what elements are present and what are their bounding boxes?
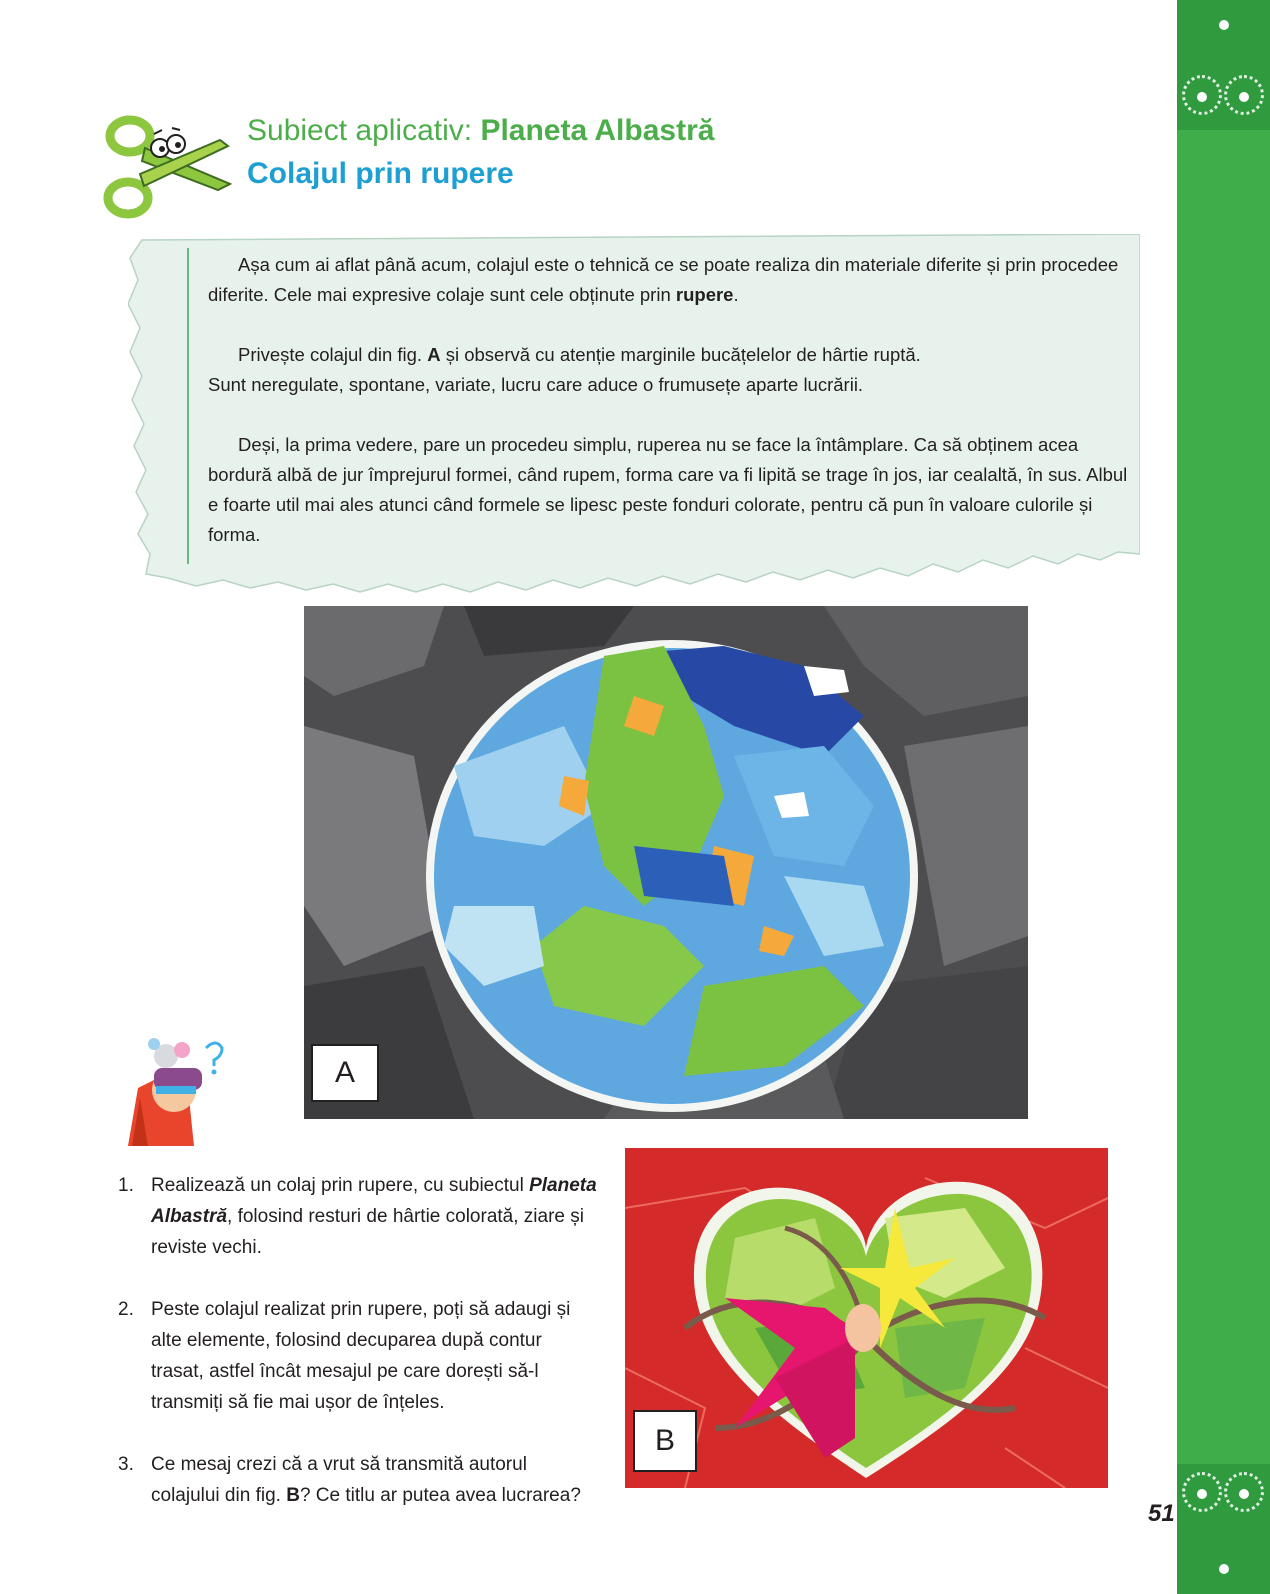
p3-text: Deși, la prima vedere, pare un procedeu simplu, ruperea nu se face la întâmplare. Ca să obținem acea bordură albă de jur împrejurul formei, când rupem, forma care va fi lipită se trage în jos, iar cealaltă, în sus. Albul e foarte util mai ales atunci când formele se lipesc peste fonduri colorate, pentru că pun în valoare culorile și forma. (208, 434, 1128, 545)
task-text: Peste colajul realizat prin rupere, poți să adaugi și alte elemente, folosind decuparea după contur trasat, astfel încât mesajul pe care dorești să-l transmiți să fie mai ușor de înțeles. (151, 1299, 571, 1413)
figure-b-label: B (633, 1410, 697, 1472)
strip-ring (1224, 75, 1264, 115)
task-list (118, 1170, 598, 1542)
task-item (118, 1449, 598, 1511)
strip-dot (1219, 20, 1229, 30)
strip-ring (1182, 75, 1222, 115)
info-paragraph-3 (208, 430, 1128, 550)
planet-collage-image (304, 606, 1028, 1119)
p2-text-a: Privește colajul din fig. (238, 344, 428, 365)
p2-text-c: Sunt neregulate, spontane, variate, lucru care aduce o frumusețe aparte lucrării. (208, 374, 864, 395)
task-item (118, 1294, 598, 1418)
subtitle-label: Subiect aplicativ: (247, 114, 481, 147)
side-strip-top-pattern (1177, 0, 1270, 130)
p2-text-b: și observă cu atenție marginile bucățelelor de hârtie ruptă. (440, 344, 921, 365)
task-text: Ce mesaj crezi că a vrut să transmită autorul colajului din fig. (151, 1454, 527, 1506)
page-number: 51 (1148, 1500, 1175, 1527)
task-emphasis: Planeta Albastră (151, 1175, 597, 1227)
task-number: 3. (118, 1454, 134, 1475)
page-title: Colajul prin rupere (247, 157, 514, 190)
task-text: , folosind resturi de hârtie colorată, ziare și reviste vechi. (151, 1206, 584, 1258)
figure-b-heart-collage (625, 1148, 1108, 1488)
task-bold: B (286, 1485, 300, 1506)
subtitle-topic: Planeta Albastră (480, 114, 715, 147)
task-item (118, 1170, 598, 1263)
strip-ring (1182, 1472, 1222, 1512)
p1-text: Așa cum ai aflat până acum, colajul este o tehnică ce se poate realiza din materiale diferite și prin procedee diferite. Cele mai expresive colaje sunt cele obținute prin (208, 254, 1119, 305)
lesson-subtitle (247, 114, 714, 148)
figure-a-planet-collage (304, 606, 1028, 1119)
task-text: ? Ce titlu ar putea avea lucrarea? (299, 1485, 581, 1506)
info-paragraph-1 (208, 250, 1128, 310)
info-text (208, 250, 1128, 580)
p1-end: . (733, 284, 739, 305)
heart-collage-image (625, 1148, 1108, 1488)
side-decorative-strip (1177, 0, 1270, 1594)
thinking-kid-icon (118, 1028, 228, 1148)
task-text: Realizează un colaj prin rupere, cu subiectul (151, 1175, 530, 1196)
p2-bold: A (427, 344, 441, 365)
task-number: 1. (118, 1175, 134, 1196)
info-paragraph-2 (208, 340, 1128, 400)
strip-dot (1219, 1564, 1229, 1574)
side-strip-bottom-pattern (1177, 1464, 1270, 1594)
figure-a-label: A (311, 1044, 379, 1102)
strip-ring (1224, 1472, 1264, 1512)
task-number: 2. (118, 1299, 134, 1320)
p1-bold: rupere (675, 284, 734, 305)
scissors-character-icon (100, 106, 240, 226)
